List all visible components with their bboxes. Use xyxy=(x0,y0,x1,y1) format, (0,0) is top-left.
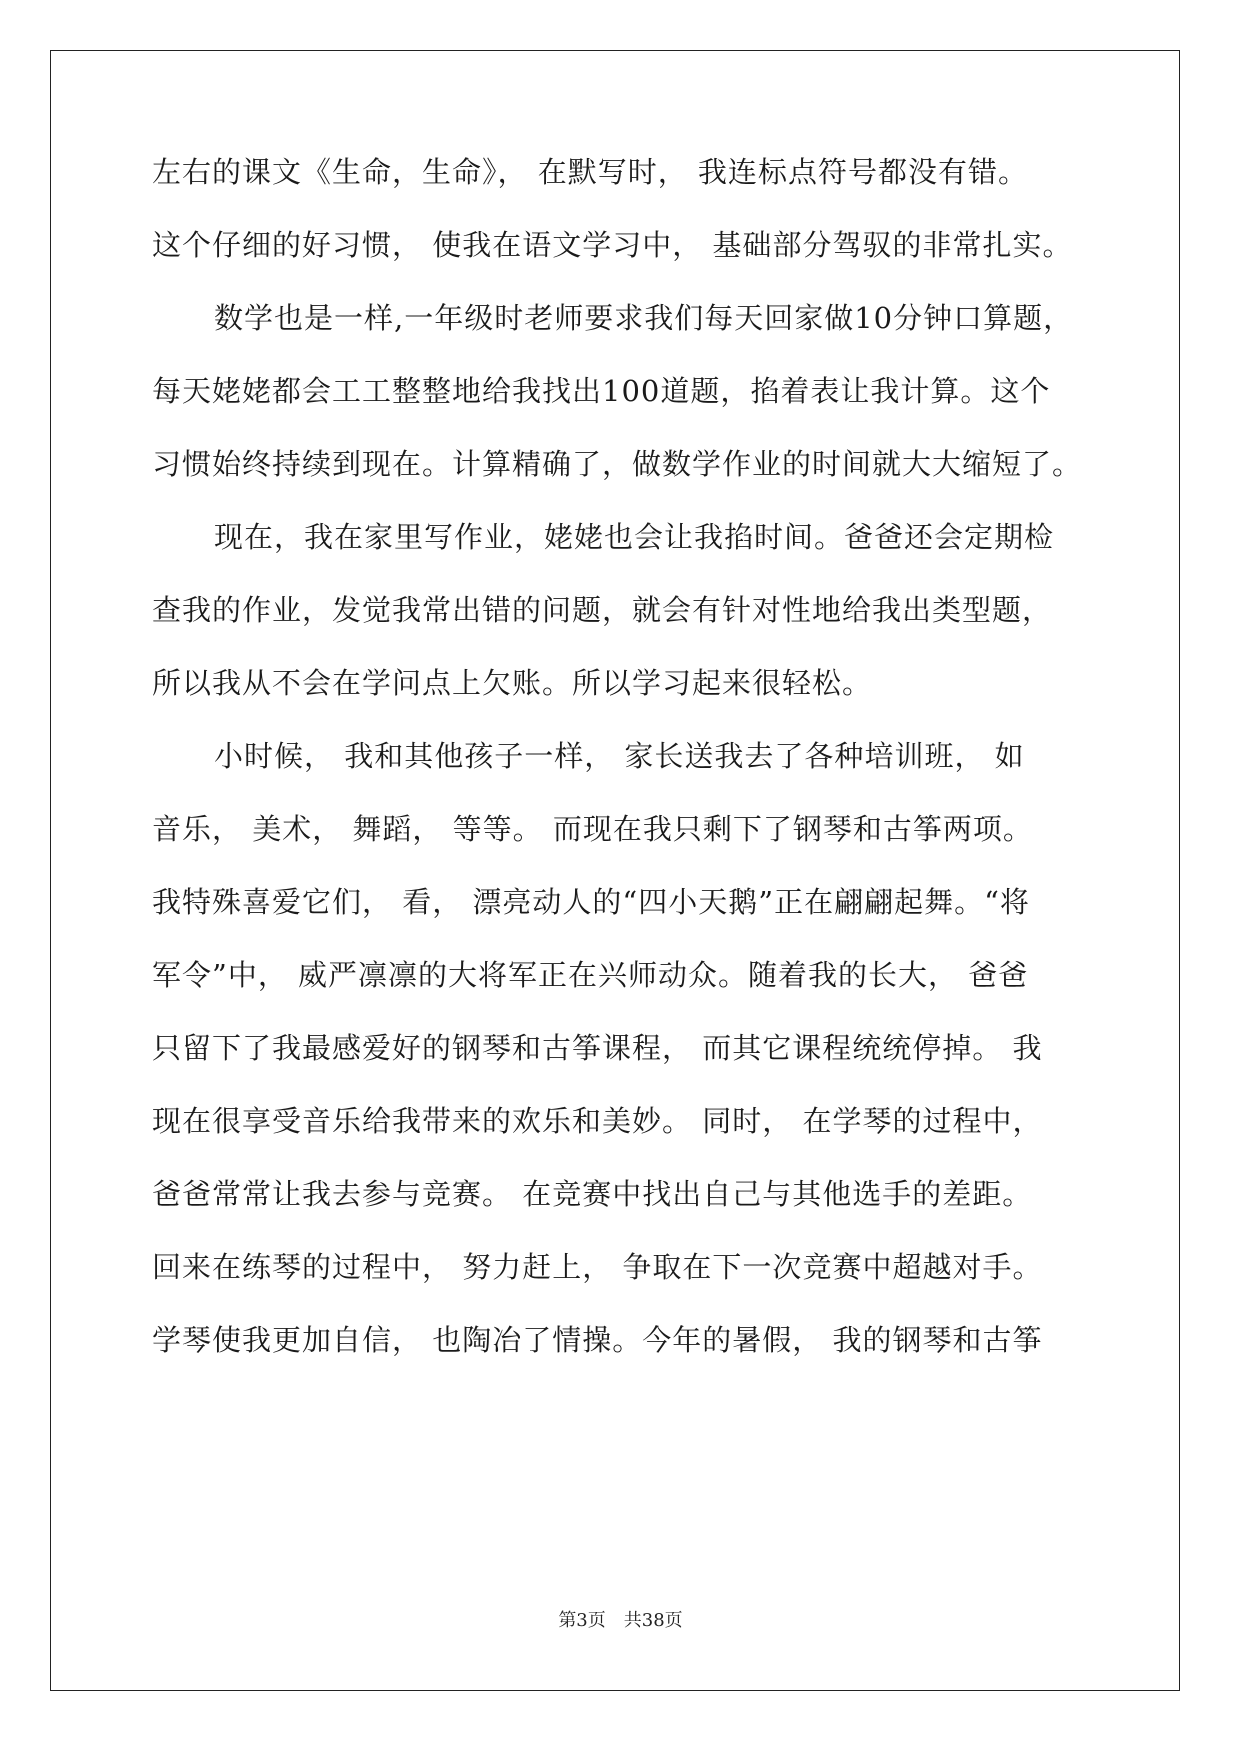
paragraph-start-line: 现在，我在家里写作业，姥姥也会让我掐时间。爸爸还会定期检 xyxy=(214,520,1055,554)
text-line: 爸爸常常让我去参与竞赛。 在竞赛中找出自己与其他选手的差距。 xyxy=(152,1177,1033,1211)
paragraph-start-line: 小时候， 我和其他孩子一样， 家长送我去了各种培训班， 如 xyxy=(214,739,1025,773)
text-line: 查我的作业，发觉我常出错的问题，就会有针对性地给我出类型题， xyxy=(152,593,1053,627)
text-line: 音乐， 美术， 舞蹈， 等等。 而现在我只剩下了钢琴和古筝两项。 xyxy=(152,812,1033,846)
text-line: 这个仔细的好习惯， 使我在语文学习中， 基础部分驾驭的非常扎实。 xyxy=(152,228,1073,262)
text-line: 回来在练琴的过程中， 努力赶上， 争取在下一次竞赛中超越对手。 xyxy=(152,1250,1043,1284)
page-number: 第3页 共38页 xyxy=(558,1610,683,1631)
text-line: 军令”中， 威严凛凛的大将军正在兴师动众。随着我的长大， 爸爸 xyxy=(152,958,1029,992)
text-line: 每天姥姥都会工工整整地给我找出100道题，掐着表让我计算。这个 xyxy=(152,374,1051,408)
text-line: 我特殊喜爱它们， 看， 漂亮动人的“四小天鹅”正在翩翩起舞。“将 xyxy=(152,885,1030,919)
page-border xyxy=(50,50,1180,1691)
text-line: 只留下了我最感爱好的钢琴和古筝课程， 而其它课程统统停掉。 我 xyxy=(152,1031,1043,1065)
text-line: 所以我从不会在学问点上欠账。所以学习起来很轻松。 xyxy=(152,666,873,700)
text-line: 左右的课文《生命，生命》， 在默写时， 我连标点符号都没有错。 xyxy=(152,155,1028,189)
text-line: 习惯始终持续到现在。计算精确了，做数学作业的时间就大大缩短了。 xyxy=(152,447,1083,481)
text-line: 学琴使我更加自信， 也陶冶了情操。今年的暑假， 我的钢琴和古筝 xyxy=(152,1323,1043,1357)
paragraph-start-line: 数学也是一样,一年级时老师要求我们每天回家做10分钟口算题， xyxy=(214,301,1074,335)
text-line: 现在很享受音乐给我带来的欢乐和美妙。 同时， 在学琴的过程中， xyxy=(152,1104,1043,1138)
